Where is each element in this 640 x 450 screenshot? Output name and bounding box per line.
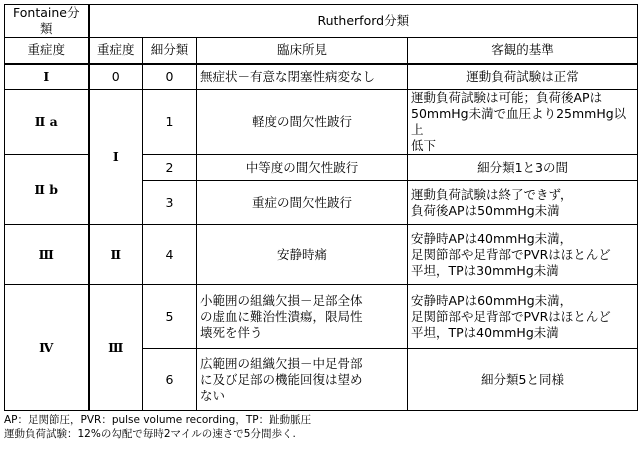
text-line: 低下 (411, 138, 437, 153)
fontaine-grade: Ⅰ (5, 64, 89, 90)
text-line: 壊死を伴う (200, 324, 263, 340)
fontaine-grade: Ⅱ a (5, 90, 89, 155)
objective-criteria (408, 90, 638, 155)
objective-criteria (408, 181, 638, 225)
table-row (5, 90, 638, 155)
text-line: 平坦，TPは30mmHg未満 (411, 262, 559, 278)
text-line: に及び足部の機能回復は望め (200, 371, 363, 387)
table-row (5, 285, 638, 349)
subheader-row (5, 38, 638, 64)
subclass-value: 6 (143, 349, 197, 411)
text-line: 足関節部や足背部でPVRはほとんど (411, 308, 611, 324)
text-line: 50mmHg未満で血圧より25mmHg以上 (411, 106, 627, 137)
subclass-value: 1 (143, 90, 197, 155)
subclass-value: 0 (143, 64, 197, 90)
rutherford-header: Rutherford分類 (89, 5, 638, 38)
rutherford-severity: Ⅰ (89, 90, 143, 225)
text-line: 運動負荷試験は終了できず， (411, 186, 573, 202)
clinical-finding (197, 349, 408, 411)
clinical-finding: 安静時痛 (197, 225, 408, 285)
objective-criteria: 細分類5と同様 (408, 349, 638, 411)
footnote-abbreviations: AP：足関節圧，PVR：pulse volume recording，TP：趾動脈圧 (4, 414, 312, 426)
fontaine-header: Fontaine分類 (5, 5, 89, 38)
table-footnote (4, 413, 311, 441)
text-line: 平坦，TPは40mmHg未満 (411, 324, 559, 340)
clinical-finding: 中等度の間欠性跛行 (197, 155, 408, 181)
rutherford-severity: Ⅱ (89, 225, 143, 285)
clinical-header: 臨床所見 (197, 38, 408, 64)
subclass-value: 3 (143, 181, 197, 225)
table-row (5, 64, 638, 90)
clinical-finding: 軽度の間欠性跛行 (197, 90, 408, 155)
text-line: 小範囲の組織欠損－足部全体 (200, 292, 363, 308)
subclass-value: 4 (143, 225, 197, 285)
fontaine-grade: Ⅳ (5, 285, 89, 411)
text-line: 足関節部や足背部でPVRはほとんど (411, 246, 611, 262)
objective-criteria: 運動負荷試験は正常 (408, 64, 638, 90)
classification-table (4, 4, 638, 411)
rutherford-severity-header: 重症度 (89, 38, 143, 64)
text-line: 広範囲の組織欠損－中足骨部 (200, 355, 363, 371)
objective-criteria (408, 225, 638, 285)
text-line: ない (200, 387, 226, 403)
text-line: の虚血に難治性潰瘍，限局性 (200, 308, 363, 324)
fontaine-grade: Ⅲ (5, 225, 89, 285)
rutherford-severity: 0 (89, 64, 143, 90)
subclass-value: 5 (143, 285, 197, 349)
clinical-finding (197, 285, 408, 349)
clinical-finding: 重症の間欠性跛行 (197, 181, 408, 225)
text-line: 安静時APは40mmHg未満， (411, 230, 573, 246)
footnote-exercise-test: 運動負荷試験：12%の勾配で毎時2マイルの速さで5分間歩く. (4, 428, 296, 440)
rutherford-severity: Ⅲ (89, 285, 143, 411)
text-line: 運動負荷試験は可能；負荷後APは (411, 90, 603, 105)
table-row (5, 225, 638, 285)
text-line: 安静時APは60mmHg未満， (411, 292, 573, 308)
objective-criteria: 細分類1と3の間 (408, 155, 638, 181)
fontaine-grade: Ⅱ b (5, 155, 89, 225)
fontaine-severity-header: 重症度 (5, 38, 89, 64)
objective-criteria (408, 285, 638, 349)
header-row (5, 5, 638, 38)
subclass-value: 2 (143, 155, 197, 181)
clinical-finding: 無症状－有意な閉塞性病変なし (197, 64, 408, 90)
objective-header: 客観的基準 (408, 38, 638, 64)
text-line: 負荷後APは50mmHg未満 (411, 202, 560, 218)
subclass-header: 細分類 (143, 38, 197, 64)
